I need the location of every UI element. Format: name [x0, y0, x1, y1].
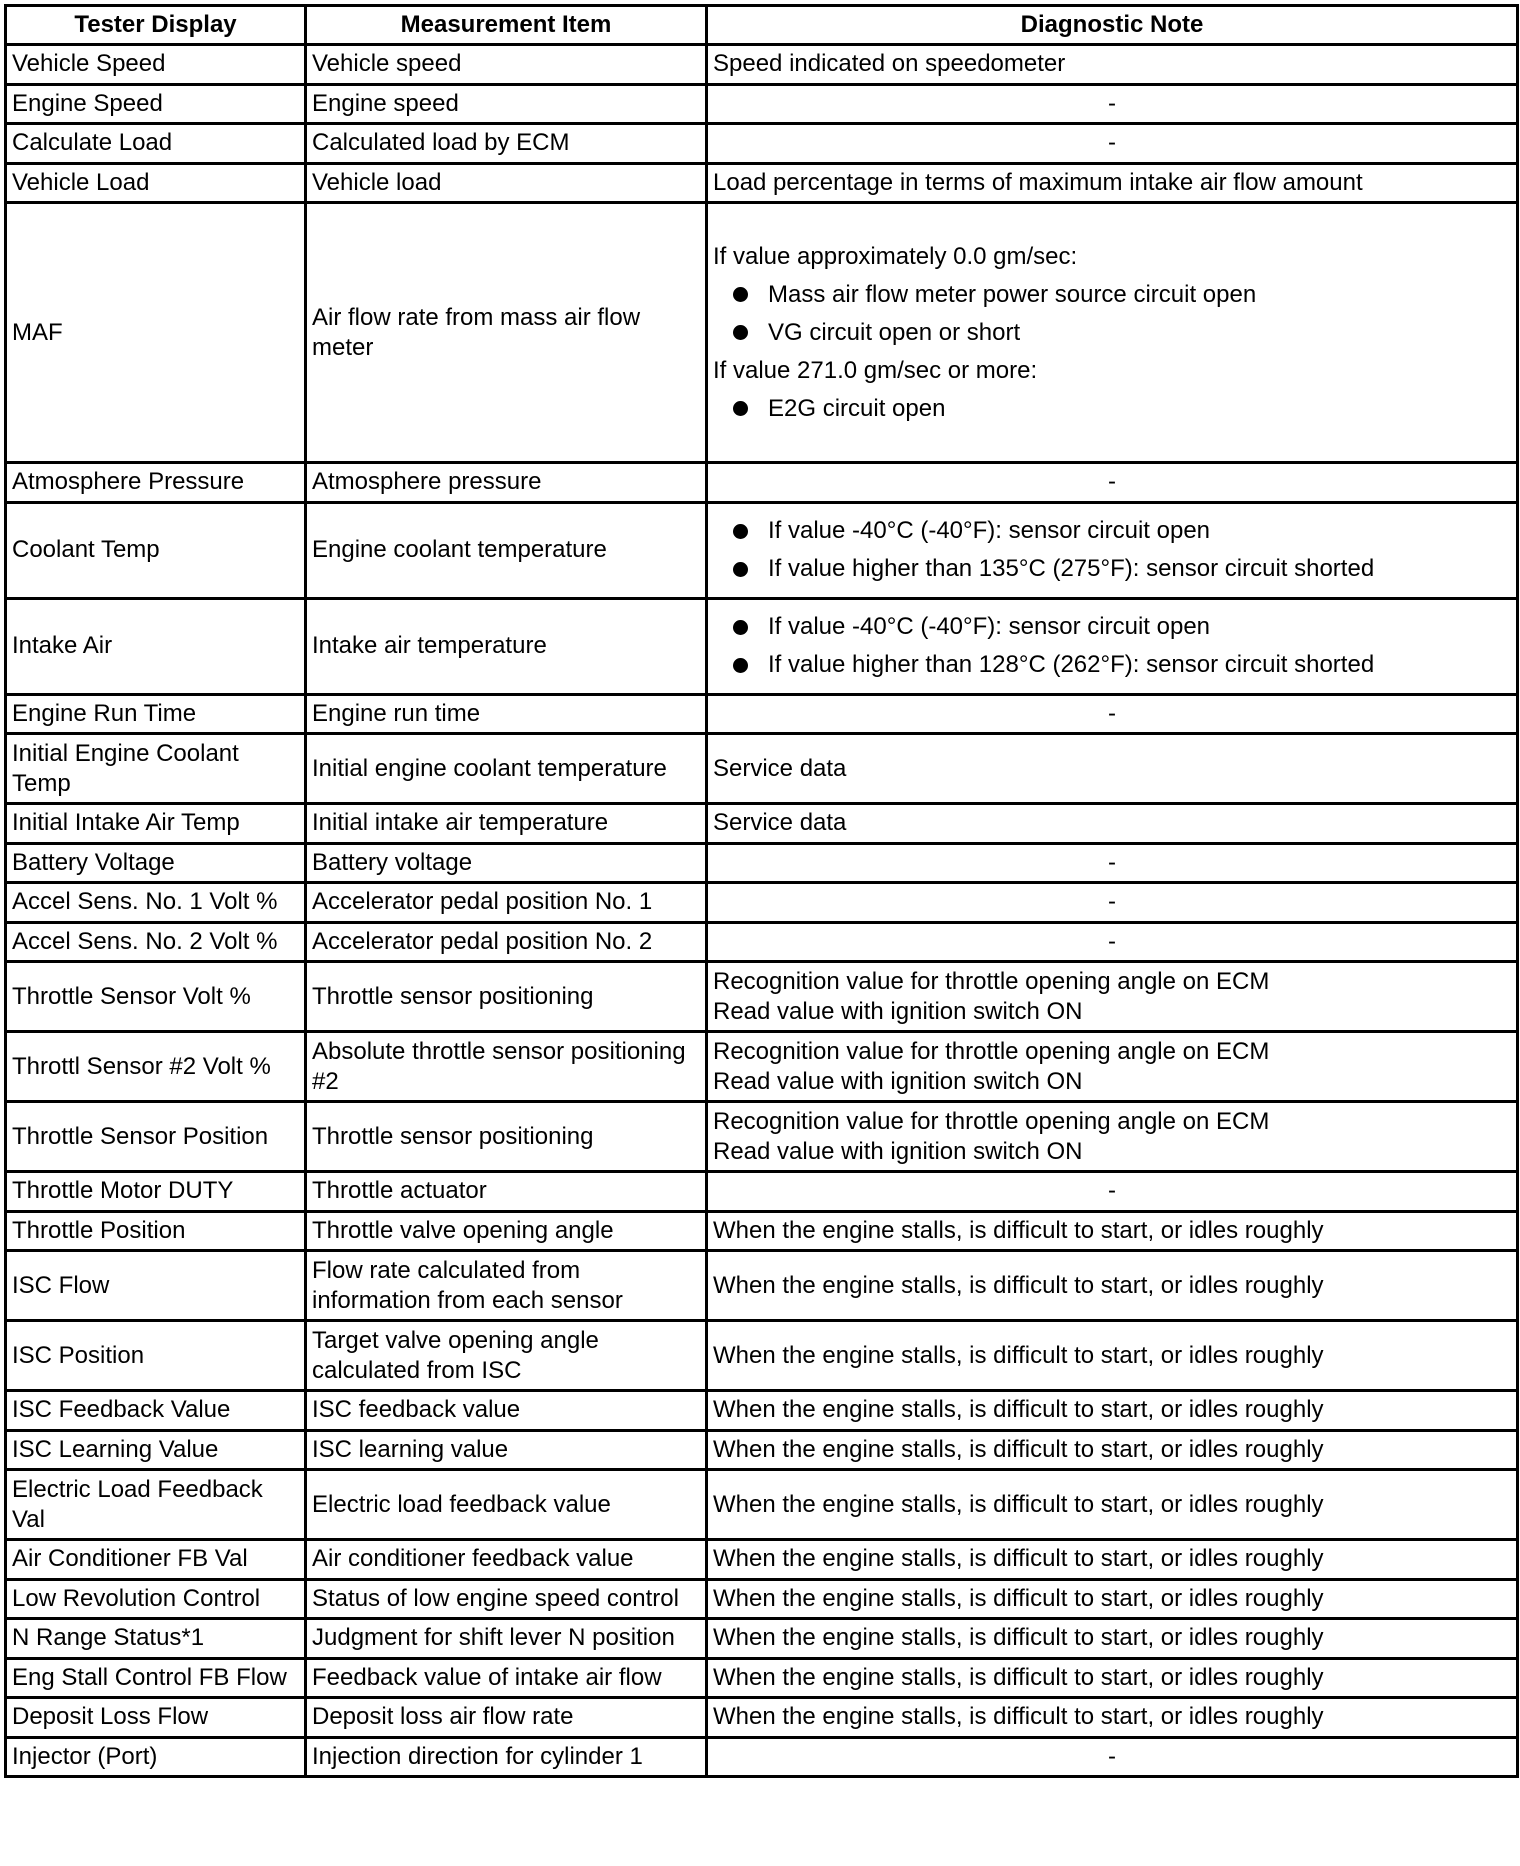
measurement-item-cell: Vehicle load	[306, 163, 707, 203]
bullet-text: If value higher than 135°C (275°F): sensor circuit shorted	[768, 555, 1375, 582]
diagnostic-note-cell	[707, 962, 1518, 1032]
note-line: Recognition value for throttle opening angle on ECM	[713, 1037, 1270, 1065]
bullet-icon	[733, 658, 748, 673]
table-row	[6, 1211, 1518, 1251]
table-row	[6, 163, 1518, 203]
header-diagnostic-note: Diagnostic Note	[707, 6, 1518, 45]
table-row	[6, 203, 1518, 463]
diagnostic-note-cell	[707, 502, 1518, 598]
note-line: Read value with ignition switch ON	[713, 1067, 1083, 1095]
diagnostic-note-cell: When the engine stalls, is difficult to start, or idles roughly	[707, 1470, 1518, 1540]
tester-display-cell: Throttle Motor DUTY	[6, 1172, 306, 1212]
table-row	[6, 124, 1518, 164]
diagnostic-note-cell: -	[707, 1737, 1518, 1777]
bullet-item	[713, 612, 1511, 642]
diagnostic-note-cell: When the engine stalls, is difficult to start, or idles roughly	[707, 1251, 1518, 1321]
table-row	[6, 694, 1518, 734]
bullet-icon	[733, 401, 748, 416]
table-row	[6, 962, 1518, 1032]
table-row	[6, 1619, 1518, 1659]
measurement-item-cell: Accelerator pedal position No. 2	[306, 922, 707, 962]
bullet-icon	[733, 325, 748, 340]
diagnostic-note-cell: -	[707, 1172, 1518, 1212]
tester-display-cell: Low Revolution Control	[6, 1579, 306, 1619]
header-measurement-item: Measurement Item	[306, 6, 707, 45]
measurement-item-cell: Initial intake air temperature	[306, 804, 707, 844]
table-row	[6, 1172, 1518, 1212]
tester-display-cell: Engine Speed	[6, 84, 306, 124]
table-row	[6, 734, 1518, 804]
measurement-item-cell: Initial engine coolant temperature	[306, 734, 707, 804]
tester-display-cell: Throttle Sensor Volt %	[6, 962, 306, 1032]
tester-display-cell: Throttl Sensor #2 Volt %	[6, 1032, 306, 1102]
table-row	[6, 45, 1518, 85]
bullet-icon	[733, 562, 748, 577]
measurement-item-cell: Engine coolant temperature	[306, 502, 707, 598]
tester-display-cell: Atmosphere Pressure	[6, 463, 306, 503]
measurement-item-cell: Electric load feedback value	[306, 1470, 707, 1540]
bullet-icon	[733, 620, 748, 635]
tester-display-cell: Air Conditioner FB Val	[6, 1540, 306, 1580]
bullet-item	[713, 318, 1511, 348]
measurement-item-cell: Throttle valve opening angle	[306, 1211, 707, 1251]
measurement-item-cell: Engine speed	[306, 84, 707, 124]
diagnostic-note-cell: When the engine stalls, is difficult to start, or idles roughly	[707, 1619, 1518, 1659]
tester-display-cell: Injector (Port)	[6, 1737, 306, 1777]
note-paragraph: If value 271.0 gm/sec or more:	[713, 356, 1038, 384]
tester-display-cell: ISC Position	[6, 1321, 306, 1391]
table-row	[6, 1032, 1518, 1102]
diagnostic-note-cell: When the engine stalls, is difficult to start, or idles roughly	[707, 1658, 1518, 1698]
bullet-text: If value -40°C (-40°F): sensor circuit open	[768, 613, 1211, 640]
measurement-item-cell: Air conditioner feedback value	[306, 1540, 707, 1580]
table-row	[6, 1698, 1518, 1738]
measurement-item-cell: Absolute throttle sensor positioning #2	[306, 1032, 707, 1102]
measurement-item-cell: Intake air temperature	[306, 598, 707, 694]
measurement-item-cell: Vehicle speed	[306, 45, 707, 85]
measurement-item-cell: Calculated load by ECM	[306, 124, 707, 164]
tester-display-cell: Coolant Temp	[6, 502, 306, 598]
diagnostic-note-cell: -	[707, 84, 1518, 124]
diagnostic-note-cell	[707, 1102, 1518, 1172]
bullet-text: If value -40°C (-40°F): sensor circuit open	[768, 517, 1211, 544]
measurement-item-cell: Atmosphere pressure	[306, 463, 707, 503]
measurement-item-cell: ISC feedback value	[306, 1391, 707, 1431]
diagnostic-note-cell: -	[707, 922, 1518, 962]
diagnostic-note-cell: -	[707, 883, 1518, 923]
table-row	[6, 1579, 1518, 1619]
note-paragraph: If value approximately 0.0 gm/sec:	[713, 242, 1078, 270]
tester-display-cell: Deposit Loss Flow	[6, 1698, 306, 1738]
note-line: Recognition value for throttle opening angle on ECM	[713, 967, 1270, 995]
tester-display-cell: ISC Flow	[6, 1251, 306, 1321]
bullet-item	[713, 394, 1511, 424]
table-row	[6, 1540, 1518, 1580]
header-tester-display: Tester Display	[6, 6, 306, 45]
table-row	[6, 1391, 1518, 1431]
bullet-item	[713, 516, 1511, 546]
tester-display-cell: Engine Run Time	[6, 694, 306, 734]
diagnostic-note-cell: -	[707, 463, 1518, 503]
measurement-item-cell: Feedback value of intake air flow	[306, 1658, 707, 1698]
diagnostic-note-cell	[707, 598, 1518, 694]
tester-display-cell: ISC Feedback Value	[6, 1391, 306, 1431]
table-row	[6, 463, 1518, 503]
diagnostic-note-cell: When the engine stalls, is difficult to start, or idles roughly	[707, 1430, 1518, 1470]
table-row	[6, 1251, 1518, 1321]
measurement-item-cell: Target valve opening angle calculated from ISC	[306, 1321, 707, 1391]
measurement-item-cell: Throttle sensor positioning	[306, 962, 707, 1032]
note-line: Read value with ignition switch ON	[713, 1137, 1083, 1165]
bullet-item	[713, 554, 1511, 584]
diagnostic-note-cell: When the engine stalls, is difficult to start, or idles roughly	[707, 1698, 1518, 1738]
bullet-icon	[733, 524, 748, 539]
tester-display-cell: MAF	[6, 203, 306, 463]
data-list-document	[4, 4, 1516, 1862]
table-row	[6, 883, 1518, 923]
table-row	[6, 843, 1518, 883]
table-row	[6, 84, 1518, 124]
diagnostic-note-cell: Service data	[707, 804, 1518, 844]
tester-display-cell: Battery Voltage	[6, 843, 306, 883]
table-row	[6, 1737, 1518, 1777]
diagnostic-note-cell	[707, 1032, 1518, 1102]
bullet-text: E2G circuit open	[768, 394, 946, 422]
diagnostic-note-cell: Service data	[707, 734, 1518, 804]
tester-display-cell: Throttle Sensor Position	[6, 1102, 306, 1172]
table-row	[6, 1658, 1518, 1698]
table-header	[6, 6, 1518, 45]
table-row	[6, 1102, 1518, 1172]
diagnostic-note-cell: Speed indicated on speedometer	[707, 45, 1518, 85]
measurement-item-cell: Throttle actuator	[306, 1172, 707, 1212]
measurement-item-cell: Battery voltage	[306, 843, 707, 883]
tester-display-cell: Eng Stall Control FB Flow	[6, 1658, 306, 1698]
bullet-icon	[733, 287, 748, 302]
tester-display-cell: Electric Load Feedback Val	[6, 1470, 306, 1540]
table-row	[6, 502, 1518, 598]
tester-data-table	[4, 4, 1519, 1778]
measurement-item-cell: Engine run time	[306, 694, 707, 734]
bullet-text: If value higher than 128°C (262°F): sensor circuit shorted	[768, 651, 1375, 678]
diagnostic-note-cell	[707, 203, 1518, 463]
diagnostic-note-cell: When the engine stalls, is difficult to start, or idles roughly	[707, 1321, 1518, 1391]
note-line: Recognition value for throttle opening angle on ECM	[713, 1107, 1270, 1135]
diagnostic-note-cell: -	[707, 843, 1518, 883]
tester-display-cell: Intake Air	[6, 598, 306, 694]
measurement-item-cell: Air flow rate from mass air flow meter	[306, 203, 707, 463]
table-row	[6, 1321, 1518, 1391]
diagnostic-note-cell: When the engine stalls, is difficult to start, or idles roughly	[707, 1391, 1518, 1431]
note-line: Read value with ignition switch ON	[713, 997, 1083, 1025]
tester-display-cell: N Range Status*1	[6, 1619, 306, 1659]
measurement-item-cell: Status of low engine speed control	[306, 1579, 707, 1619]
table-row	[6, 804, 1518, 844]
table-row	[6, 1430, 1518, 1470]
table-body	[6, 45, 1518, 1777]
measurement-item-cell: Accelerator pedal position No. 1	[306, 883, 707, 923]
tester-display-cell: Calculate Load	[6, 124, 306, 164]
tester-display-cell: Vehicle Load	[6, 163, 306, 203]
header-row	[6, 6, 1518, 45]
tester-display-cell: Accel Sens. No. 1 Volt %	[6, 883, 306, 923]
diagnostic-note-cell: When the engine stalls, is difficult to start, or idles roughly	[707, 1211, 1518, 1251]
table-row	[6, 1470, 1518, 1540]
diagnostic-note-cell: Load percentage in terms of maximum intake air flow amount	[707, 163, 1518, 203]
tester-display-cell: ISC Learning Value	[6, 1430, 306, 1470]
measurement-item-cell: ISC learning value	[306, 1430, 707, 1470]
tester-display-cell: Initial Engine Coolant Temp	[6, 734, 306, 804]
measurement-item-cell: Injection direction for cylinder 1	[306, 1737, 707, 1777]
diagnostic-note-cell: -	[707, 124, 1518, 164]
bullet-text: VG circuit open or short	[768, 318, 1021, 346]
bullet-item	[713, 650, 1511, 680]
measurement-item-cell: Flow rate calculated from information from each sensor	[306, 1251, 707, 1321]
tester-display-cell: Vehicle Speed	[6, 45, 306, 85]
bullet-item	[713, 280, 1511, 310]
measurement-item-cell: Throttle sensor positioning	[306, 1102, 707, 1172]
diagnostic-note-cell: When the engine stalls, is difficult to start, or idles roughly	[707, 1540, 1518, 1580]
measurement-item-cell: Deposit loss air flow rate	[306, 1698, 707, 1738]
diagnostic-note-cell: When the engine stalls, is difficult to start, or idles roughly	[707, 1579, 1518, 1619]
table-row	[6, 922, 1518, 962]
bullet-text: Mass air flow meter power source circuit open	[768, 280, 1257, 308]
measurement-item-cell: Judgment for shift lever N position	[306, 1619, 707, 1659]
diagnostic-note-cell: -	[707, 694, 1518, 734]
tester-display-cell: Accel Sens. No. 2 Volt %	[6, 922, 306, 962]
tester-display-cell: Throttle Position	[6, 1211, 306, 1251]
table-row	[6, 598, 1518, 694]
tester-display-cell: Initial Intake Air Temp	[6, 804, 306, 844]
